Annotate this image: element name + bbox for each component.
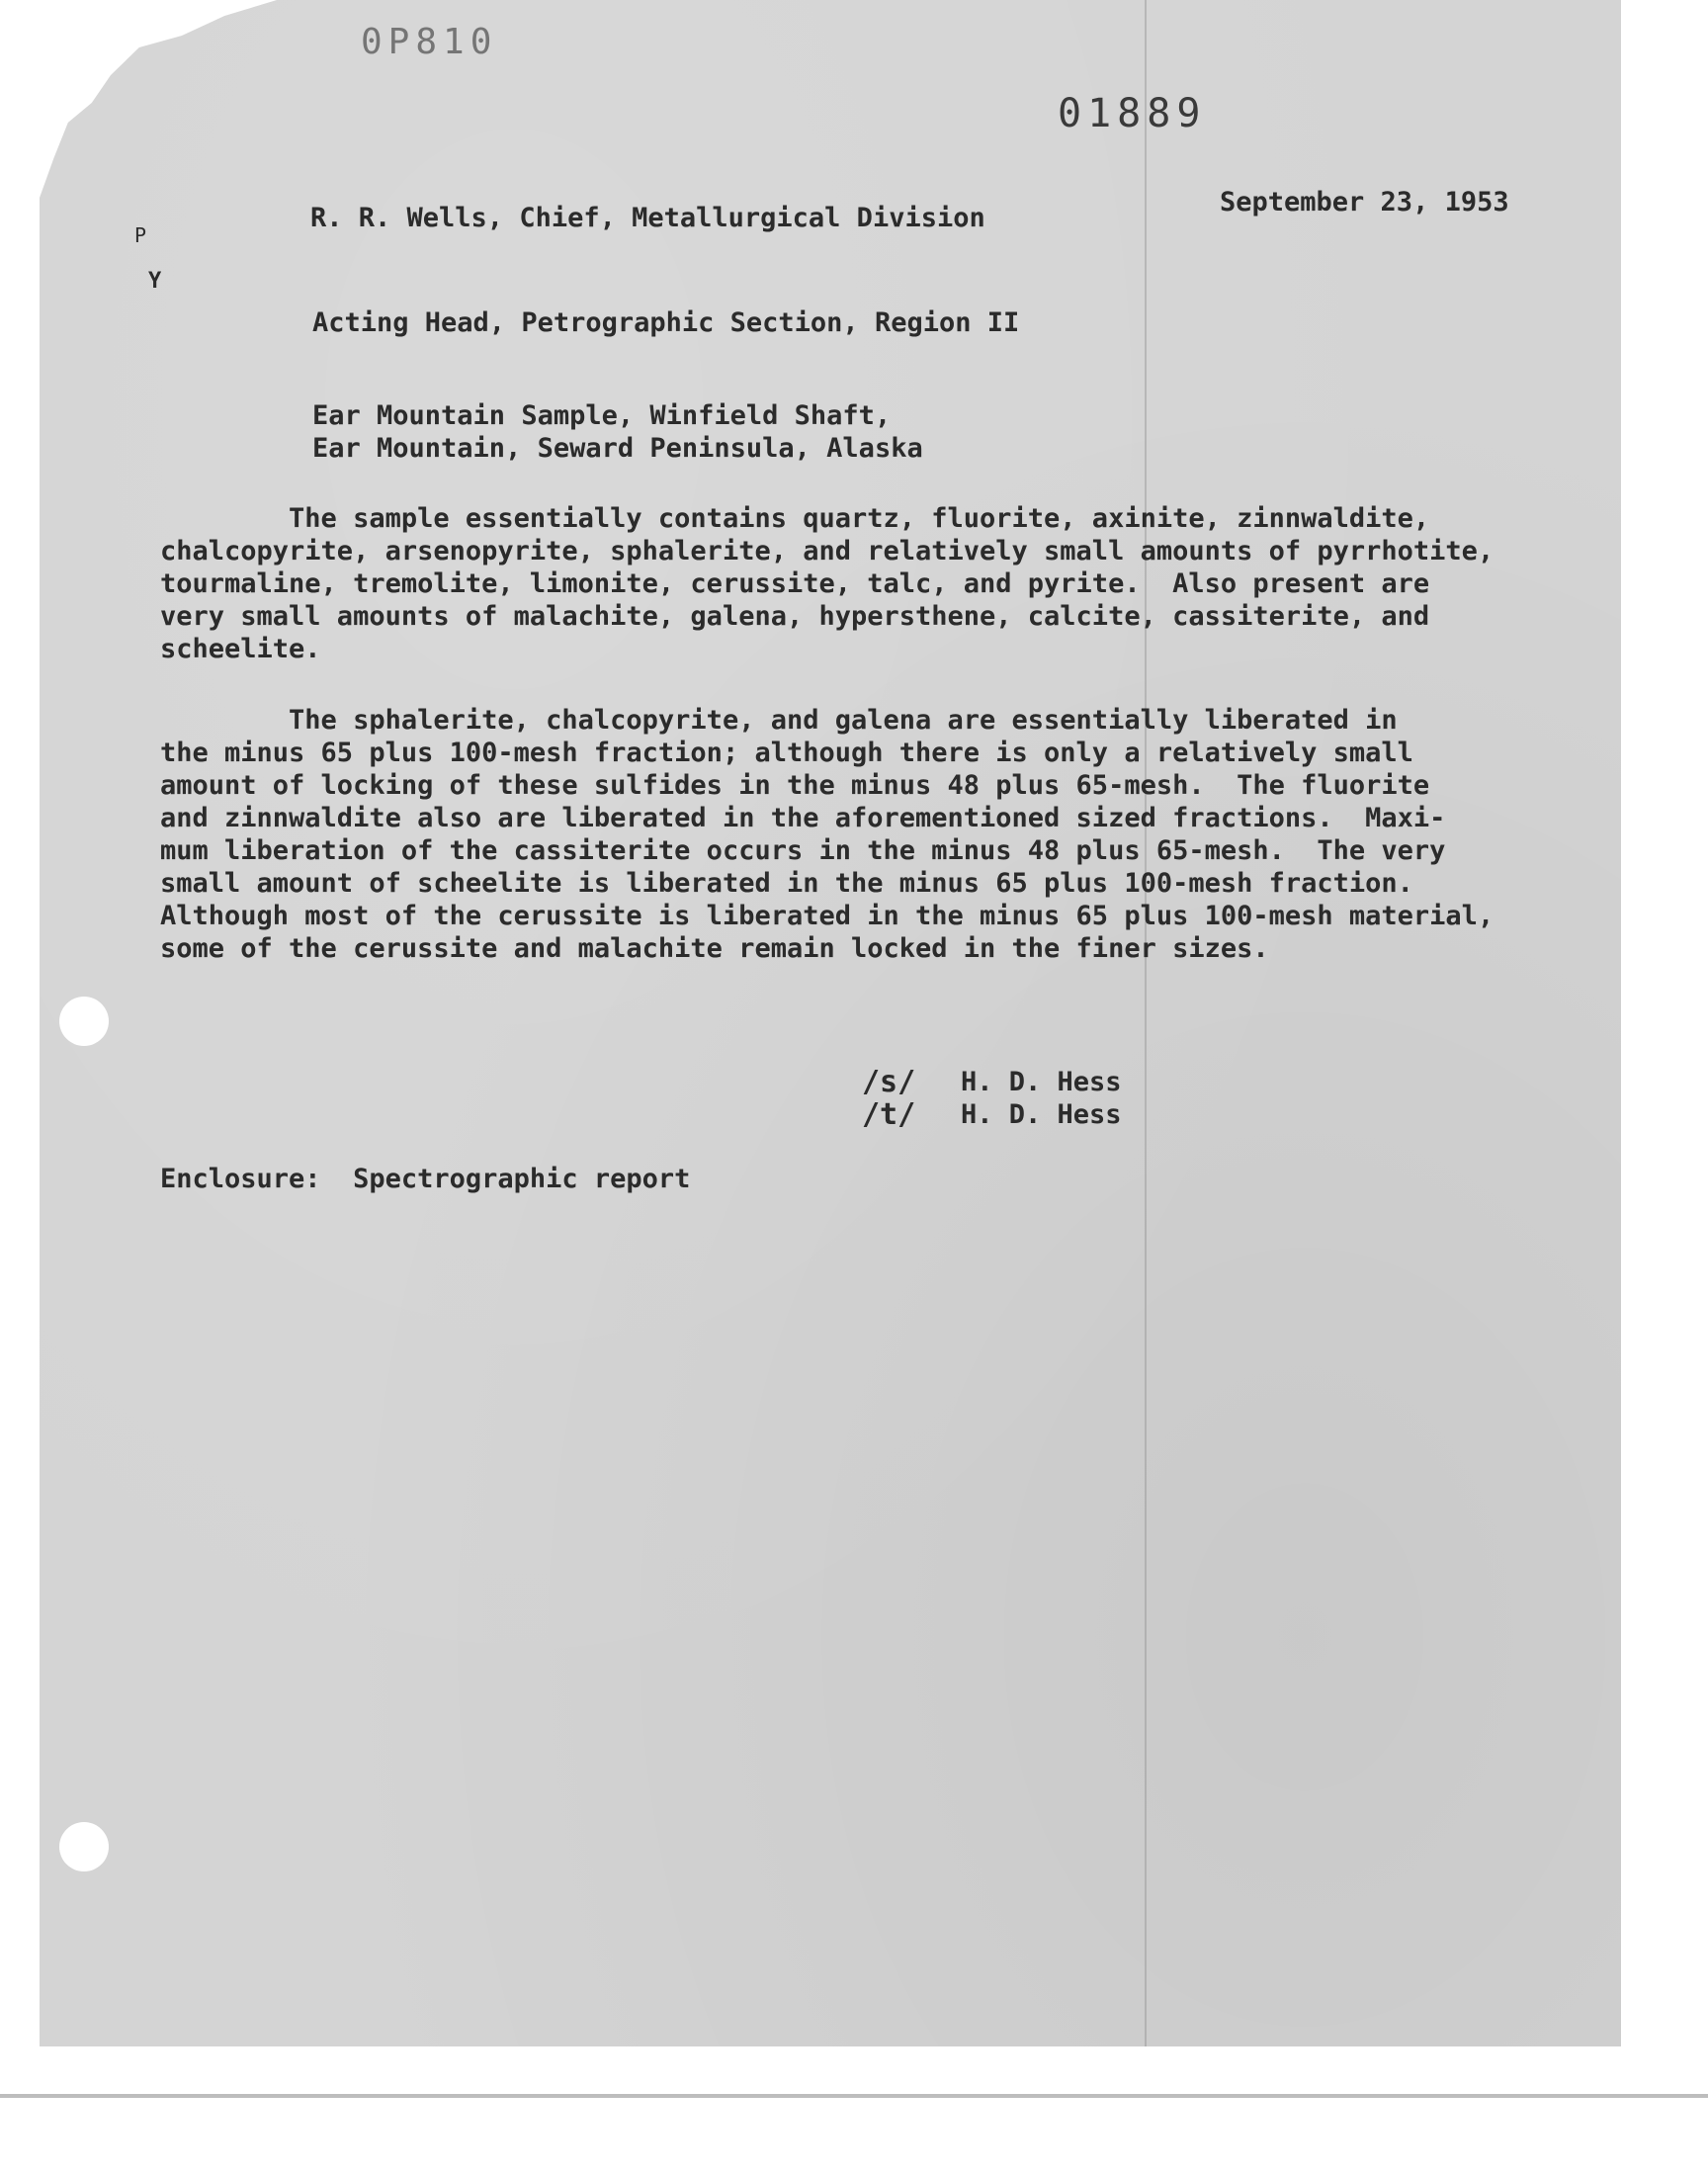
enclosure-line: Enclosure: Spectrographic report — [160, 1164, 691, 1194]
subject-line-1: Ear Mountain Sample, Winfield Shaft, — [312, 400, 892, 431]
margin-mark-y: Y — [148, 269, 162, 294]
paragraph-1-line: scheelite. — [160, 634, 321, 664]
subject-line-2: Ear Mountain, Seward Peninsula, Alaska — [312, 433, 923, 464]
typed-mark: /t/ — [862, 1097, 916, 1132]
paragraph-2-line: mum liberation of the cassiterite occurs in the minus 48 plus 65-mesh. The very — [160, 835, 1446, 866]
paragraph-2-line: small amount of scheelite is liberated in the minus 65 plus 100-mesh fraction. — [160, 868, 1413, 899]
file-stamp-number: 01889 — [1058, 91, 1207, 136]
typed-name: H. D. Hess — [961, 1099, 1122, 1130]
paragraph-1-line: The sample essentially contains quartz, fluorite, axinite, zinnwaldite, — [160, 503, 1430, 534]
punch-hole-lower — [59, 1822, 109, 1871]
signed-mark: /s/ — [862, 1065, 916, 1099]
scan-edge-line — [0, 2094, 1708, 2098]
punch-hole-upper — [59, 997, 109, 1046]
paragraph-2-line: Although most of the cerussite is liberated in the minus 65 plus 100-mesh material, — [160, 901, 1494, 931]
margin-mark-p: P — [134, 223, 147, 247]
paragraph-1-line: tourmaline, tremolite, limonite, cerussite, talc, and pyrite. Also present are — [160, 568, 1430, 599]
paragraph-2-line: The sphalerite, chalcopyrite, and galena are essentially liberated in — [160, 705, 1398, 736]
paragraph-2-line: some of the cerussite and malachite remain locked in the finer sizes. — [160, 933, 1269, 964]
paragraph-1-line: very small amounts of malachite, galena, hypersthene, calcite, cassiterite, and — [160, 601, 1430, 632]
paragraph-2-line: the minus 65 plus 100-mesh fraction; although there is only a relatively small — [160, 738, 1413, 768]
paragraph-1-line: chalcopyrite, arsenopyrite, sphalerite, and relatively small amounts of pyrrhotite, — [160, 536, 1494, 566]
paragraph-2-line: and zinnwaldite also are liberated in the aforementioned sized fractions. Maxi- — [160, 803, 1446, 833]
paragraph-2 — [160, 704, 1494, 965]
paragraph-2-line: amount of locking of these sulfides in the minus 48 plus 65-mesh. The fluorite — [160, 770, 1430, 801]
top-stamp-number: 0P810 — [361, 22, 498, 62]
recipient-line: R. R. Wells, Chief, Metallurgical Division — [310, 203, 985, 233]
subject-block — [312, 399, 923, 465]
signed-name: H. D. Hess — [961, 1067, 1122, 1097]
sender-line: Acting Head, Petrographic Section, Region II — [312, 307, 1020, 338]
fold-crease — [1145, 0, 1147, 2046]
paragraph-1 — [160, 502, 1494, 665]
letter-date: September 23, 1953 — [1220, 187, 1509, 218]
